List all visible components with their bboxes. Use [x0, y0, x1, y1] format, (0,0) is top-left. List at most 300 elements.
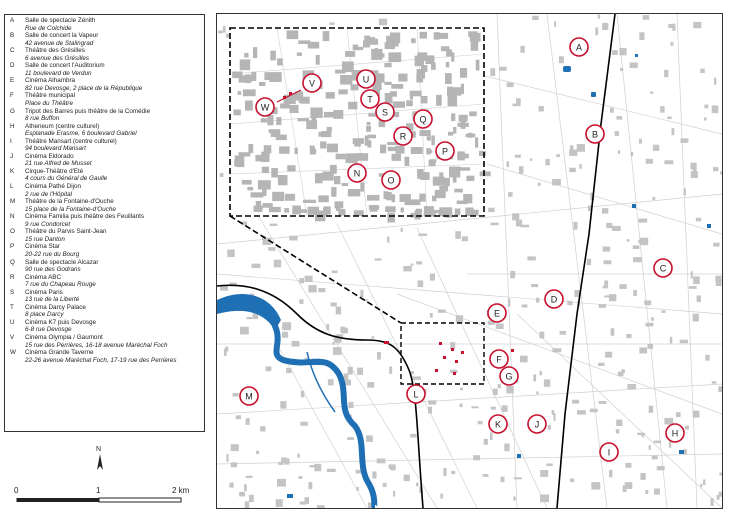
legend-entry-address-row: [10, 296, 204, 304]
marker-i[interactable]: [600, 443, 618, 461]
scale-label-2: 2 km: [172, 486, 190, 495]
building: [363, 40, 370, 47]
building: [339, 89, 348, 94]
legend-venue-address: 9 rue Condorcet: [25, 220, 71, 228]
building: [367, 382, 374, 388]
building: [713, 167, 718, 171]
building: [393, 101, 405, 107]
building: [404, 475, 410, 482]
legend-letter: O: [10, 228, 15, 236]
building: [452, 87, 461, 95]
legend-entry-address-row: [10, 25, 204, 33]
building: [446, 62, 449, 68]
legend-letter: Q: [10, 258, 15, 266]
legend-panel: [4, 14, 205, 432]
marker-label: N: [353, 168, 361, 179]
building: [243, 89, 256, 96]
building: [366, 435, 373, 442]
building: [372, 336, 375, 338]
legend-venue-address: 21 rue Alfred de Musset: [25, 160, 92, 168]
building: [389, 367, 392, 374]
building: [290, 105, 299, 113]
building: [320, 141, 326, 148]
legend-venue-address: Rue de Colchide: [25, 24, 72, 32]
building: [426, 148, 431, 154]
building: [657, 466, 665, 470]
building: [670, 337, 673, 344]
legend-venue-name: Salle de spectacle Zénith: [25, 17, 96, 24]
marker-r[interactable]: [394, 127, 412, 145]
building: [473, 455, 480, 460]
legend-venue-address: 15 rue Danton: [25, 235, 65, 243]
building: [430, 274, 435, 281]
building: [484, 439, 488, 445]
building: [633, 290, 637, 296]
building: [491, 407, 496, 410]
legend-letter: F: [10, 92, 14, 100]
marker-n[interactable]: [348, 164, 366, 182]
legend-entry: [10, 259, 204, 267]
building: [234, 110, 241, 116]
building: [531, 284, 538, 287]
building: [572, 400, 579, 404]
marker-m[interactable]: [240, 387, 258, 405]
building: [684, 188, 687, 195]
building: [459, 167, 470, 171]
building: [377, 352, 381, 360]
legend-letter: P: [10, 243, 15, 251]
legend-entry-address-row: [10, 115, 204, 123]
building: [703, 479, 705, 485]
building: [367, 195, 380, 201]
building: [533, 374, 536, 381]
legend-venue-name: Cinéma Grande Taverne: [25, 349, 94, 357]
legend-entry-address-row: [10, 357, 204, 365]
north-label: N: [96, 446, 102, 453]
legend-indent: [10, 357, 25, 365]
building: [391, 84, 403, 89]
building: [270, 224, 278, 226]
building: [240, 327, 249, 335]
building: [488, 208, 495, 212]
building: [308, 482, 312, 489]
building: [668, 24, 675, 28]
building: [653, 197, 656, 200]
building: [365, 136, 369, 146]
building: [460, 388, 463, 391]
legend-letter: K: [10, 167, 15, 175]
building: [406, 100, 413, 106]
building: [554, 21, 556, 27]
marker-k[interactable]: [489, 415, 507, 433]
building: [540, 470, 548, 477]
legend-entry: [10, 334, 204, 342]
building: [269, 207, 281, 212]
building: [649, 445, 651, 450]
legend-letter: L: [10, 183, 14, 191]
building: [646, 323, 654, 327]
building: [372, 471, 376, 478]
legend-venue-name: Théâtre municipal: [25, 92, 76, 100]
legend-letter: R: [10, 273, 15, 281]
legend-letter: N: [10, 213, 15, 221]
building: [316, 55, 320, 65]
building: [431, 135, 434, 145]
building: [627, 384, 636, 389]
building: [256, 451, 259, 454]
building: [331, 303, 337, 307]
building: [255, 155, 261, 162]
building: [645, 490, 648, 494]
building: [261, 118, 268, 122]
building: [416, 209, 422, 213]
building: [480, 171, 491, 176]
marker-c[interactable]: [654, 259, 672, 277]
marker-label: R: [399, 131, 407, 142]
legend-entry: [10, 153, 204, 161]
building: [680, 340, 688, 344]
building: [324, 112, 336, 118]
legend-entry-address-row: [10, 221, 204, 229]
marker-w[interactable]: [256, 98, 274, 116]
legend-venue-name: Cinéma Paris: [25, 288, 63, 296]
marker-label: M: [245, 391, 253, 402]
building: [602, 23, 608, 30]
marker-g[interactable]: [500, 367, 518, 385]
building: [421, 65, 427, 72]
building: [449, 167, 460, 178]
building: [510, 271, 515, 278]
building: [261, 152, 269, 162]
building: [502, 405, 508, 412]
marker-label: G: [505, 371, 513, 382]
legend-indent: [10, 296, 25, 304]
building: [545, 159, 549, 165]
building: [598, 15, 600, 19]
building: [300, 422, 307, 426]
building: [295, 148, 298, 155]
building: [603, 247, 611, 252]
building: [604, 260, 612, 264]
building: [416, 74, 423, 83]
marker-label: O: [387, 175, 395, 186]
building: [351, 84, 359, 90]
marker-t[interactable]: [361, 90, 379, 108]
legend-venue-address: 42 avenue de Stalingrad: [25, 39, 94, 47]
building: [286, 368, 292, 373]
marker-label: I: [607, 447, 611, 458]
building: [429, 160, 436, 166]
building: [496, 324, 504, 330]
building: [654, 441, 661, 444]
legend-entry: [10, 32, 204, 40]
building: [287, 30, 299, 39]
building: [353, 45, 359, 51]
building: [297, 52, 302, 56]
building: [623, 485, 627, 492]
building: [272, 192, 284, 201]
building: [342, 62, 354, 73]
building: [312, 113, 317, 121]
legend-venue-name: Salle de concert l'Auditorium: [25, 62, 105, 70]
building: [501, 477, 505, 483]
building: [411, 38, 416, 43]
building: [630, 62, 638, 68]
marker-d[interactable]: [545, 290, 563, 308]
building: [616, 420, 622, 427]
building: [321, 173, 332, 179]
legend-entry: [10, 289, 204, 297]
building: [434, 32, 440, 39]
building: [539, 106, 544, 112]
building: [685, 426, 689, 430]
building: [375, 48, 378, 55]
legend-letter: W: [10, 349, 16, 357]
building: [279, 146, 290, 153]
building: [430, 313, 433, 318]
legend-venue-address: 22-26 avenue Maréchal Foch, 17-19 rue des Perrières: [25, 356, 177, 364]
building: [651, 317, 654, 321]
legend-entry-address-row: [10, 145, 204, 153]
building: [704, 117, 707, 120]
building: [418, 234, 427, 237]
building: [570, 145, 574, 152]
legend-venue-address: 6 avenue des Grésilles: [25, 54, 90, 62]
building: [303, 200, 316, 203]
marker-label: S: [381, 107, 389, 118]
marker-q[interactable]: [414, 110, 432, 128]
building: [385, 206, 396, 212]
building: [431, 62, 436, 69]
building: [285, 194, 295, 201]
building: [705, 355, 709, 361]
building: [427, 136, 431, 140]
building: [401, 208, 404, 213]
legend-indent: [10, 130, 25, 138]
marker-label: A: [575, 42, 583, 53]
building: [498, 384, 501, 388]
marker-label: E: [493, 308, 501, 319]
building: [520, 225, 529, 228]
building: [380, 53, 385, 57]
legend-venue-name: Tripot des Barres puis théâtre de la Comédie: [25, 107, 151, 115]
marker-l[interactable]: [407, 385, 425, 403]
building: [226, 454, 228, 462]
building: [667, 117, 671, 120]
building: [323, 31, 330, 41]
building: [401, 228, 403, 232]
building: [420, 32, 427, 39]
building: [259, 82, 265, 86]
legend-letter: J: [10, 152, 14, 160]
building: [271, 129, 281, 137]
building: [232, 72, 242, 79]
building: [603, 286, 608, 289]
building: [289, 236, 297, 241]
building: [314, 464, 321, 472]
building: [457, 201, 468, 205]
building: [428, 400, 436, 404]
building: [410, 434, 416, 438]
building: [619, 48, 626, 55]
building: [460, 404, 463, 408]
legend-indent: [10, 175, 25, 183]
building: [616, 116, 622, 120]
legend-indent: [10, 221, 25, 229]
legend-indent: [10, 160, 25, 168]
building: [421, 96, 428, 103]
building: [504, 444, 509, 452]
legend-letter: M: [10, 198, 16, 206]
building: [515, 155, 521, 158]
building: [519, 166, 523, 174]
legend-indent: [10, 251, 25, 259]
building: [455, 209, 461, 216]
legend-letter: I: [10, 137, 12, 145]
legend-venue-name: Théâtre du Parvis Saint-Jean: [25, 228, 107, 236]
building: [229, 483, 233, 488]
building: [384, 191, 388, 199]
legend-entry: [10, 183, 204, 191]
detail-area-frame: [401, 323, 484, 384]
marker-label: W: [260, 102, 270, 113]
building: [559, 56, 564, 63]
marker-label: B: [591, 129, 599, 140]
marker-label: T: [367, 94, 373, 105]
building: [280, 401, 286, 409]
building: [319, 132, 325, 137]
building: [693, 22, 701, 28]
building: [664, 418, 673, 425]
legend-letter: T: [10, 303, 14, 311]
building: [388, 147, 396, 151]
legend-indent: [10, 40, 25, 48]
building: [245, 501, 249, 508]
map-panel[interactable]: [216, 13, 723, 509]
legend-entry: [10, 243, 204, 251]
building: [388, 52, 401, 62]
building: [409, 199, 421, 205]
building: [454, 189, 463, 193]
building: [253, 47, 257, 58]
marker-p[interactable]: [436, 142, 454, 160]
building: [385, 93, 393, 104]
building: [611, 328, 615, 336]
marker-j[interactable]: [528, 415, 546, 433]
marker-label: H: [671, 428, 679, 439]
legend-entry-address-row: [10, 326, 204, 334]
legend-indent: [10, 311, 25, 319]
building: [560, 331, 566, 335]
building: [552, 410, 555, 415]
marker-v[interactable]: [303, 74, 321, 92]
marker-b[interactable]: [586, 125, 604, 143]
marker-a[interactable]: [570, 38, 588, 56]
legend-venue-name: Cinéma Alhambra: [25, 77, 76, 85]
marker-f[interactable]: [490, 350, 508, 368]
legend-entry-address-row: [10, 342, 204, 350]
building: [420, 130, 431, 136]
marker-s[interactable]: [376, 103, 394, 121]
building: [392, 154, 402, 161]
marker-label: U: [362, 74, 370, 85]
building: [556, 154, 560, 157]
building: [357, 368, 363, 375]
legend-indent: [10, 55, 25, 63]
marker-o[interactable]: [382, 171, 400, 189]
building: [587, 259, 591, 265]
building: [251, 192, 264, 197]
marker-h[interactable]: [666, 424, 684, 442]
building: [249, 495, 254, 502]
building: [490, 68, 495, 76]
building: [244, 484, 247, 491]
legend-indent: [10, 85, 25, 93]
building: [638, 219, 647, 223]
legend-venue-name: Salle de spectacle Alcazar: [25, 258, 99, 266]
legend-entry-address-row: [10, 55, 204, 63]
building: [714, 78, 716, 85]
building: [300, 209, 308, 213]
marker-u[interactable]: [357, 70, 375, 88]
building: [530, 158, 532, 160]
building: [660, 106, 664, 113]
building: [690, 163, 696, 170]
legend-entry-address-row: [10, 40, 204, 48]
building: [604, 281, 608, 286]
building: [693, 411, 700, 418]
legend-entry-address-row: [10, 70, 204, 78]
building: [260, 426, 265, 431]
legend-entry: [10, 138, 204, 146]
building: [456, 315, 463, 323]
building: [379, 19, 387, 26]
building: [393, 491, 395, 497]
building: [615, 131, 619, 136]
building: [513, 104, 521, 107]
legend-venue-address: 8 place Darcy: [25, 311, 64, 319]
legend-venue-name: Atheneum (centre culturel): [25, 122, 100, 130]
building: [478, 421, 483, 424]
legend-venue-name: Théâtre Mansart (centre culturel): [25, 137, 117, 145]
building: [332, 271, 338, 274]
building: [238, 91, 242, 95]
building: [348, 102, 357, 110]
legend-venue-name: Cinéma Familia puis théâtre des Feuillants: [25, 213, 144, 221]
legend-venue-address: Esplanade Erasme, 6 boulevard Gabriel: [25, 130, 137, 138]
building: [377, 459, 386, 464]
building: [407, 266, 412, 268]
building: [318, 288, 325, 292]
marker-e[interactable]: [488, 304, 506, 322]
building: [711, 498, 714, 506]
building: [331, 187, 336, 197]
building: [508, 299, 510, 307]
building: [470, 33, 481, 42]
legend-letter: D: [10, 62, 15, 70]
building: [466, 176, 474, 181]
building: [538, 183, 541, 186]
building: [281, 458, 287, 463]
building: [536, 391, 538, 394]
legend-entry: [10, 213, 204, 221]
building: [398, 74, 407, 82]
building: [432, 196, 437, 202]
building: [448, 132, 453, 136]
legend-entry-address-row: [10, 266, 204, 274]
building: [451, 471, 455, 474]
legend-entry: [10, 92, 204, 100]
